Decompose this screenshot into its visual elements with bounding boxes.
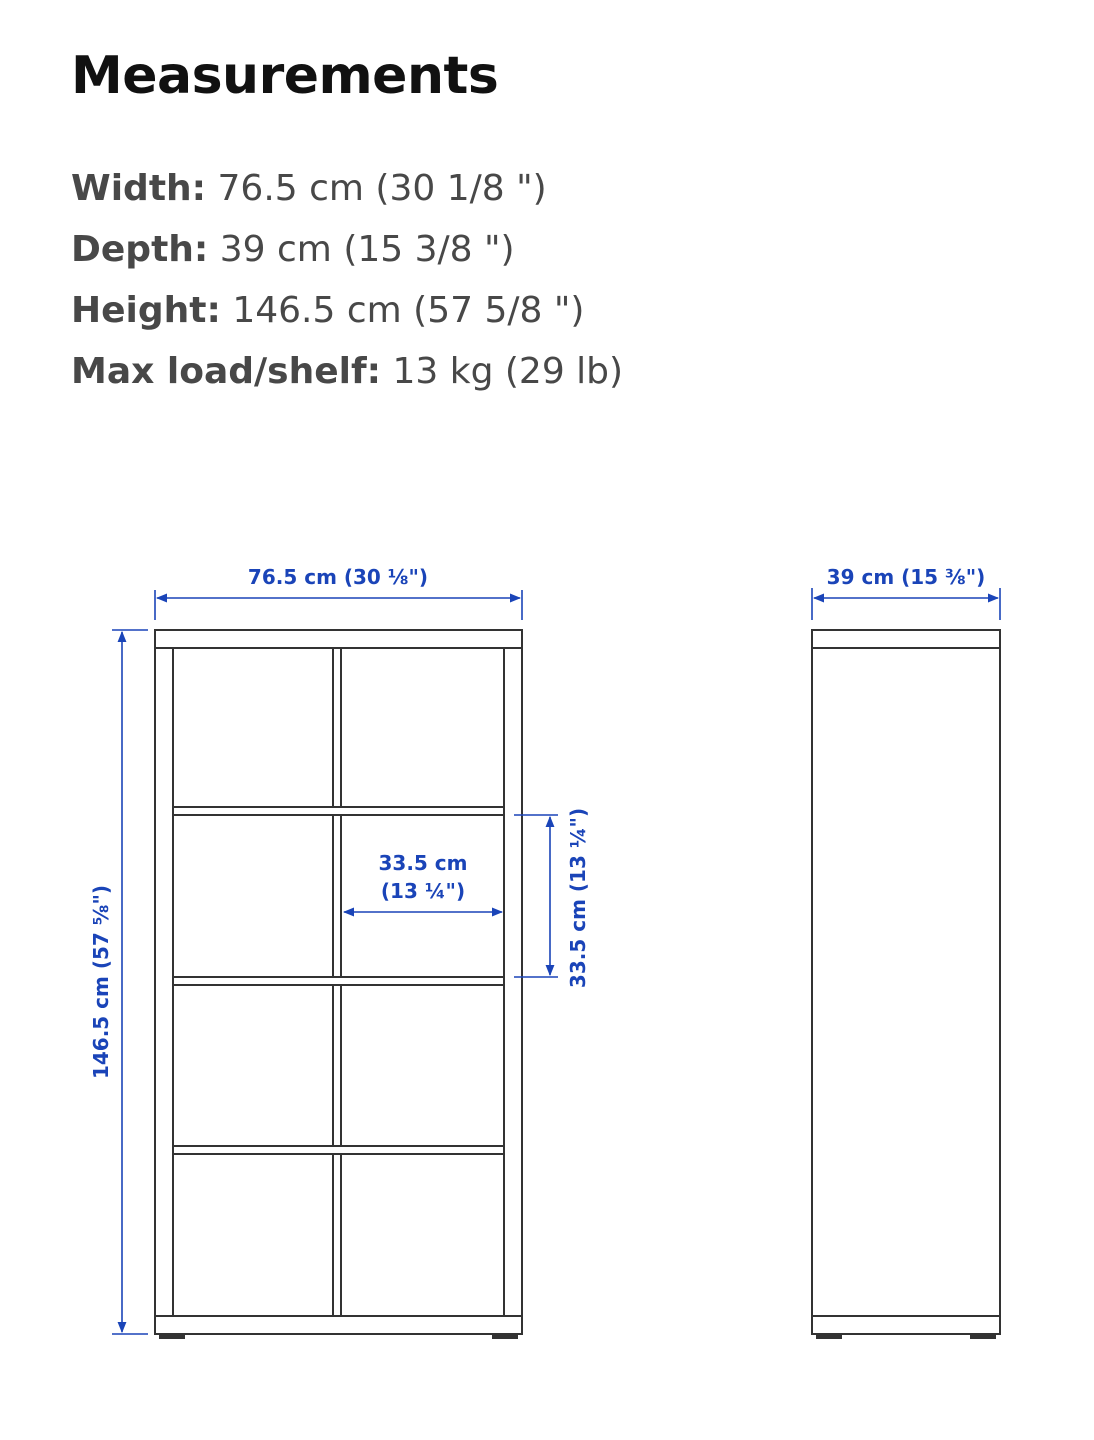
front-left-panel <box>155 648 173 1316</box>
page-title: Measurements <box>71 46 499 106</box>
side-front-foot <box>817 1334 841 1338</box>
side-top-board <box>812 630 1000 648</box>
front-right-panel <box>504 648 522 1316</box>
width-label: Width: <box>71 168 207 209</box>
depth-label: Depth: <box>71 229 209 270</box>
front-height-label: 146.5 cm (57 ⅝") <box>89 884 113 1080</box>
height-label: Height: <box>71 290 221 331</box>
side-depth-dimension <box>812 588 1000 620</box>
side-bottom-board <box>812 1316 1000 1334</box>
height-spec <box>71 280 623 341</box>
max-load-value: 13 kg (29 lb) <box>392 351 624 392</box>
front-right-foot <box>493 1334 517 1338</box>
front-shelf-1 <box>173 807 504 815</box>
measurement-list <box>71 158 623 402</box>
width-spec <box>71 158 623 219</box>
compartment-height-label: 33.5 cm (13 ¼") <box>566 807 590 989</box>
front-width-label: 76.5 cm (30 ⅛") <box>247 565 429 589</box>
depth-value: 39 cm (15 3/8 ") <box>219 229 515 270</box>
side-panel <box>812 648 1000 1316</box>
compartment-width-label-line1: 33.5 cm <box>378 851 468 875</box>
front-top-board <box>155 630 522 648</box>
side-view-shelf <box>812 630 1000 1338</box>
front-left-foot <box>160 1334 184 1338</box>
height-value: 146.5 cm (57 5/8 ") <box>232 290 585 331</box>
dimension-drawing <box>0 540 1094 1360</box>
max-load-label: Max load/shelf: <box>71 351 382 392</box>
front-height-dimension <box>112 630 148 1334</box>
depth-spec <box>71 219 623 280</box>
front-bottom-board <box>155 1316 522 1334</box>
side-back-foot <box>971 1334 995 1338</box>
front-width-dimension <box>155 590 522 620</box>
side-depth-label: 39 cm (15 ⅜") <box>826 565 986 589</box>
compartment-width-label-line2: (13 ¼") <box>380 879 466 903</box>
max-load-spec <box>71 341 623 402</box>
front-view-shelf <box>155 630 522 1338</box>
width-value: 76.5 cm (30 1/8 ") <box>217 168 547 209</box>
front-shelf-2 <box>173 977 504 985</box>
front-shelf-3 <box>173 1146 504 1154</box>
